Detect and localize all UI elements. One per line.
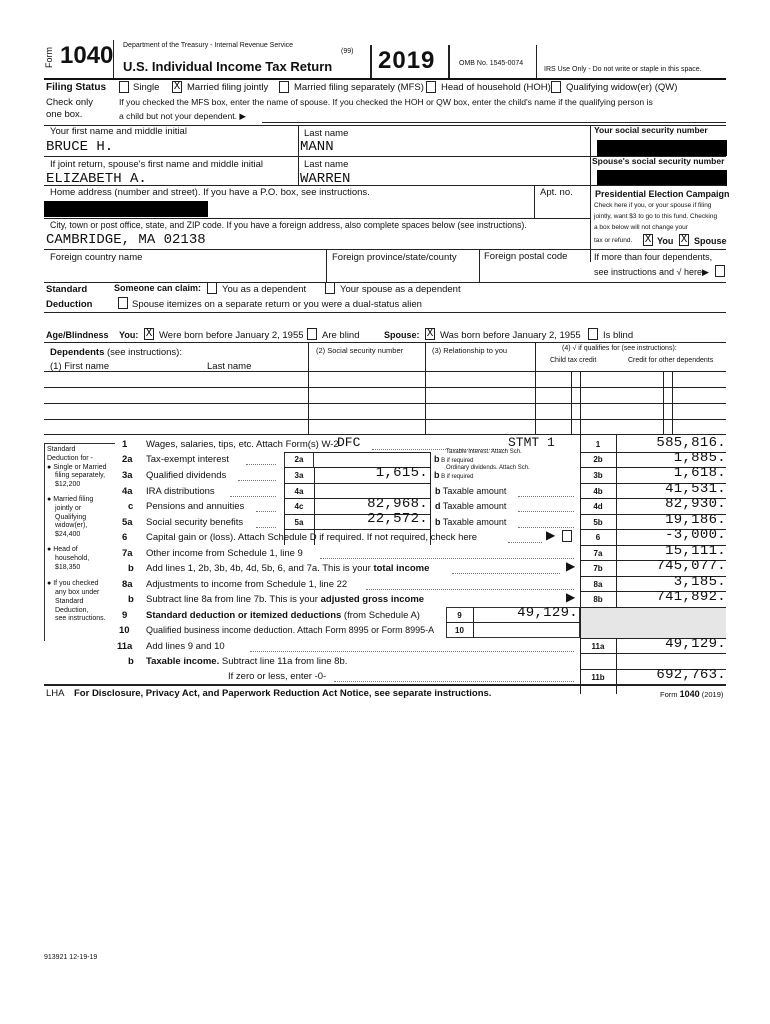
line-2b-desc: Taxable interest. Attach Sch. b B if required xyxy=(434,449,522,464)
line-8b-desc: Subtract line 8a from line 7b. This is your adjusted gross income xyxy=(146,594,425,605)
line-2a-desc: Tax-exempt interest xyxy=(146,454,229,465)
line-6-value[interactable]: -3,000. xyxy=(665,527,726,543)
department: Department of the Treasury - Internal Revenue Service xyxy=(123,42,294,49)
head-of-household-checkbox[interactable] xyxy=(426,81,436,93)
line-4a-desc: IRA distributions xyxy=(146,486,215,497)
spouse-itemizes-checkbox[interactable] xyxy=(118,297,128,309)
form-number: 1040 xyxy=(60,42,114,69)
line-11a-num: 11a xyxy=(117,641,133,652)
form-code: (99) xyxy=(341,48,354,55)
filing-status-title: Filing Status xyxy=(46,82,106,93)
married-jointly-label: Married filing jointly xyxy=(187,82,269,93)
line-9-value[interactable]: 49,129. xyxy=(517,605,578,621)
line-3a-desc: Qualified dividends xyxy=(146,470,227,481)
form-code-footer: 913921 12-19-19 xyxy=(44,954,98,961)
line-1-note: DFC xyxy=(337,435,361,450)
apt-label: Apt. no. xyxy=(540,187,573,198)
campaign-spouse-checkbox[interactable]: X xyxy=(680,234,688,246)
campaign-spouse-label: Spouse xyxy=(694,236,727,246)
you-born-before-checkbox[interactable]: X xyxy=(145,328,153,340)
sidebar-checked-2: any box under xyxy=(55,589,100,596)
address-label: Home address (number and street). If you have a P.O. box, see instructions. xyxy=(50,187,370,198)
line-4d-value[interactable]: 82,930. xyxy=(665,496,726,512)
line-1-stmt: STMT 1 xyxy=(508,435,555,450)
single-checkbox[interactable] xyxy=(119,81,129,93)
line-8a-value[interactable]: 3,185. xyxy=(673,574,726,590)
line-6-box: 6 xyxy=(595,533,601,542)
ssn-label: Your social security number xyxy=(594,125,708,135)
ssn-redacted xyxy=(597,140,727,156)
line-5a-num: 5a xyxy=(122,517,133,528)
lha-label: LHA xyxy=(46,688,65,699)
line-11b-value[interactable]: 692,763. xyxy=(656,667,726,683)
you-dependent-label: You as a dependent xyxy=(222,284,307,295)
line-5b-desc: b Taxable amount xyxy=(435,517,507,527)
qualifying-widow-label: Qualifying widow(er) (QW) xyxy=(566,82,678,93)
line-11b-num: b xyxy=(128,656,134,667)
line-6-desc: Capital gain or (loss). Attach Schedule D if required. If not required, check here xyxy=(146,532,478,543)
line-8a-desc: Adjustments to income from Schedule 1, line 22 xyxy=(146,579,348,590)
tax-year: 2019 xyxy=(378,47,436,74)
someone-can-claim: Someone can claim: xyxy=(114,283,202,293)
line-3b-desc: Ordinary dividends. Attach Sch. b B if required xyxy=(434,465,530,480)
line-8a-num: 8a xyxy=(122,579,133,590)
last-name-label: Last name xyxy=(304,128,349,139)
line-11a-desc: Add lines 9 and 10 xyxy=(146,641,225,652)
dependents-col-other-credit: Credit for other dependents xyxy=(628,357,714,364)
dependents-col-qualifies: (4) √ if qualifies for (see instructions): xyxy=(562,345,677,352)
campaign-text-3: a box below will not change your xyxy=(594,224,688,231)
line-4a-num: 4a xyxy=(122,486,133,497)
married-separately-label: Married filing separately (MFS) xyxy=(294,82,424,93)
line-11b-desc: Taxable income. Subtract line 11a from line 8b. xyxy=(146,656,348,667)
dependents-title: Dependents (see instructions): xyxy=(50,347,182,358)
line-6-num: 6 xyxy=(122,532,128,543)
privacy-notice: For Disclosure, Privacy Act, and Paperwork Reduction Act Notice, see separate instructions. xyxy=(74,688,492,699)
line-7a-num: 7a xyxy=(122,548,133,559)
address-redacted xyxy=(44,201,208,217)
first-name-value: BRUCE H. xyxy=(46,139,114,155)
sidebar-mfj-3: Qualifying xyxy=(55,514,87,521)
line-5a-value[interactable]: 22,572. xyxy=(367,511,428,527)
sidebar-single-2: filing separately, xyxy=(55,472,106,479)
line-10-box: 10 xyxy=(455,626,464,635)
city-label: City, town or post office, state, and ZIP code. If you have a foreign address, also complete spaces below (see instructions). xyxy=(50,220,527,230)
head-of-household-label: Head of household (HOH) xyxy=(441,82,551,93)
spouse-dependent-label: Your spouse as a dependent xyxy=(340,284,461,295)
line-7a-desc: Other income from Schedule 1, line 9 xyxy=(146,548,303,559)
line-3b-box: 3b xyxy=(593,471,603,480)
shaded-cell-9-10 xyxy=(581,608,726,638)
spouse-born-before-label: Was born before January 2, 1955 xyxy=(440,330,581,341)
married-separately-checkbox[interactable] xyxy=(279,81,289,93)
sidebar-checked: ● If you checked xyxy=(47,580,98,587)
foreign-postal-label: Foreign postal code xyxy=(484,251,568,262)
campaign-title: Presidential Election Campaign xyxy=(595,189,730,199)
more-dependents-text-2: see instructions and √ here▶ xyxy=(594,267,709,277)
sidebar-mfj-4: widow(er), xyxy=(55,522,88,529)
spouse-ssn-label: Spouse's social security number xyxy=(592,156,725,166)
sidebar-mfj-amount: $24,400 xyxy=(55,531,81,538)
line-10-desc: Qualified business income deduction. Attach Form 8995 or Form 8995-A xyxy=(146,625,435,635)
spouse-first-name-label: If joint return, spouse's first name and middle initial xyxy=(50,159,264,170)
line-11a-box: 11a xyxy=(591,642,605,651)
line-7b-num: b xyxy=(128,563,134,574)
line-2a-num: 2a xyxy=(122,454,133,465)
line-7b-desc: Add lines 1, 2b, 3b, 4b, 4d, 5b, 6, and 7a. This is your total income xyxy=(146,563,430,574)
line-10-num: 10 xyxy=(119,625,130,636)
filing-instruction: If you checked the MFS box, enter the name of spouse. If you checked the HOH or QW box, enter the child's name if the qualifying person is xyxy=(119,97,653,107)
line-4a-box: 4a xyxy=(294,487,304,496)
dependents-col-last: Last name xyxy=(207,361,252,372)
line-3a-num: 3a xyxy=(122,470,133,481)
sidebar-single-amount: $12,200 xyxy=(55,481,81,488)
standard-deduction-title: Standard xyxy=(46,284,88,295)
line-11a-value[interactable]: 49,129. xyxy=(665,636,726,652)
form-title: U.S. Individual Income Tax Return xyxy=(123,59,333,74)
first-name-label: Your first name and middle initial xyxy=(50,126,187,137)
spouse-last-name-value: WARREN xyxy=(300,171,351,187)
sidebar-line-1: Standard xyxy=(47,446,76,453)
line-8b-num: b xyxy=(128,594,134,605)
standard-deduction-title-2: Deduction xyxy=(46,299,93,310)
line-3a-box: 3a xyxy=(294,471,304,480)
sidebar-mfj: ● Married filing xyxy=(47,496,93,503)
sidebar-hoh-2: household, xyxy=(55,555,90,562)
line-2b-value[interactable]: 1,885. xyxy=(673,450,726,466)
you-blind-label: Are blind xyxy=(322,330,360,341)
line-1-desc: Wages, salaries, tips, etc. Attach Form(s) W-2 xyxy=(146,439,339,450)
line-3b-value[interactable]: 1,618. xyxy=(673,465,726,481)
line-4b-box: 4b xyxy=(593,487,603,496)
line-7a-box: 7a xyxy=(593,549,603,558)
campaign-you-label: You xyxy=(657,236,674,246)
line-4c-value[interactable]: 82,968. xyxy=(367,496,428,512)
sidebar-hoh-amount: $18,350 xyxy=(55,564,81,571)
spouse-last-name-label: Last name xyxy=(304,159,349,170)
age-spouse-label: Spouse: xyxy=(384,330,420,340)
line-8b-arrow-icon: ▶ xyxy=(566,590,576,604)
you-blind-checkbox[interactable] xyxy=(307,328,317,340)
campaign-text-1: Check here if you, or your spouse if filing xyxy=(594,202,712,209)
city-value: CAMBRIDGE, MA 02138 xyxy=(46,232,206,248)
form-label: Form xyxy=(44,47,54,68)
married-jointly-checkbox[interactable]: X xyxy=(173,81,181,93)
spouse-blind-label: Is blind xyxy=(603,330,634,341)
line-11b-box: 11b xyxy=(591,673,605,682)
campaign-you-checkbox[interactable]: X xyxy=(644,234,652,246)
line-9-desc: Standard deduction or itemized deductions (from Schedule A) xyxy=(146,610,420,621)
spouse-itemizes-label: Spouse itemizes on a separate return or you were a dual-status alien xyxy=(132,299,422,310)
line-7a-value[interactable]: 15,111. xyxy=(665,543,726,559)
line-4c-desc: Pensions and annuities xyxy=(146,501,245,512)
spouse-first-name-value: ELIZABETH A. xyxy=(46,171,147,187)
line-6-arrow-icon: ▶ xyxy=(546,528,556,542)
line-2a-box: 2a xyxy=(294,455,304,464)
line-4b-desc: b Taxable amount xyxy=(435,486,507,496)
line-6-checkbox[interactable] xyxy=(562,530,572,542)
line-4d-box: 4d xyxy=(593,502,603,511)
filing-instruction-2: a child but not your dependent. ▶ xyxy=(119,111,247,121)
spouse-blind-checkbox[interactable] xyxy=(588,328,598,340)
dependents-col-ssn: (2) Social security number xyxy=(316,346,404,355)
spouse-ssn-redacted xyxy=(597,170,727,186)
spouse-born-before-checkbox[interactable]: X xyxy=(426,328,434,340)
one-box-note: one box. xyxy=(46,109,83,120)
sidebar-checked-5: see instructions. xyxy=(55,615,106,622)
line-1-box: 1 xyxy=(595,440,601,449)
line-8b-value[interactable]: 741,892. xyxy=(656,589,726,605)
line-4b-value[interactable]: 41,531. xyxy=(665,481,726,497)
line-2b-box: 2b xyxy=(593,455,603,464)
more-dependents-checkbox[interactable] xyxy=(715,265,725,277)
sidebar-single: ● Single or Married xyxy=(47,464,107,471)
campaign-text-4: tax or refund. xyxy=(594,237,633,244)
line-5b-value[interactable]: 19,186. xyxy=(665,512,726,528)
irs-use-only: IRS Use Only - Do not write or staple in this space. xyxy=(544,66,702,73)
campaign-text-2: jointly, want $3 to go to this fund. Checking xyxy=(594,213,718,220)
line-8a-box: 8a xyxy=(593,580,603,589)
line-4d-desc: d Taxable amount xyxy=(435,501,507,511)
you-dependent-checkbox[interactable] xyxy=(207,282,217,294)
line-10-value[interactable] xyxy=(474,624,578,636)
spouse-dependent-checkbox[interactable] xyxy=(325,282,335,294)
check-only-note: Check only xyxy=(46,97,93,108)
line-7b-box: 7b xyxy=(593,564,603,573)
last-name-value: MANN xyxy=(300,139,334,155)
foreign-country-label: Foreign country name xyxy=(50,252,143,263)
sidebar-hoh: ● Head of xyxy=(47,546,78,553)
line-5b-box: 5b xyxy=(593,518,603,527)
qualifying-widow-checkbox[interactable] xyxy=(551,81,561,93)
age-you-label: You: xyxy=(119,330,139,340)
line-3a-value[interactable]: 1,615. xyxy=(375,465,428,481)
dependents-col-child-credit: Child tax credit xyxy=(550,357,597,364)
you-born-before-label: Were born before January 2, 1955 xyxy=(159,330,304,341)
omb-number: OMB No. 1545-0074 xyxy=(459,60,524,67)
line-8b-box: 8b xyxy=(593,595,603,604)
sidebar-checked-4: Deduction, xyxy=(55,607,89,614)
form-reference: Form 1040 (2019) xyxy=(660,689,724,699)
line-9-box: 9 xyxy=(457,611,462,620)
single-label: Single xyxy=(133,82,160,93)
dependents-col-relationship: (3) Relationship to you xyxy=(432,346,508,355)
line-4c-num: c xyxy=(128,501,134,512)
line-9-num: 9 xyxy=(122,610,128,621)
line-5a-box: 5a xyxy=(294,518,304,527)
more-dependents-text: If more than four dependents, xyxy=(594,252,713,262)
sidebar-checked-3: Standard xyxy=(55,598,84,605)
line-5a-desc: Social security benefits xyxy=(146,517,244,528)
sidebar-mfj-2: jointly or xyxy=(55,505,82,512)
age-blindness-title: Age/Blindness xyxy=(46,330,109,340)
line-1-num: 1 xyxy=(122,439,128,450)
dependents-col-first: (1) First name xyxy=(50,361,110,372)
line-7b-value[interactable]: 745,077. xyxy=(656,558,726,574)
foreign-province-label: Foreign province/state/county xyxy=(332,252,457,263)
line-7b-arrow-icon: ▶ xyxy=(566,559,576,573)
sidebar-line-2: Deduction for - xyxy=(47,455,93,462)
line-4c-box: 4c xyxy=(294,502,304,511)
line-11b-desc-2: If zero or less, enter -0- xyxy=(228,671,327,682)
line-1-value[interactable]: 585,816. xyxy=(656,435,726,451)
